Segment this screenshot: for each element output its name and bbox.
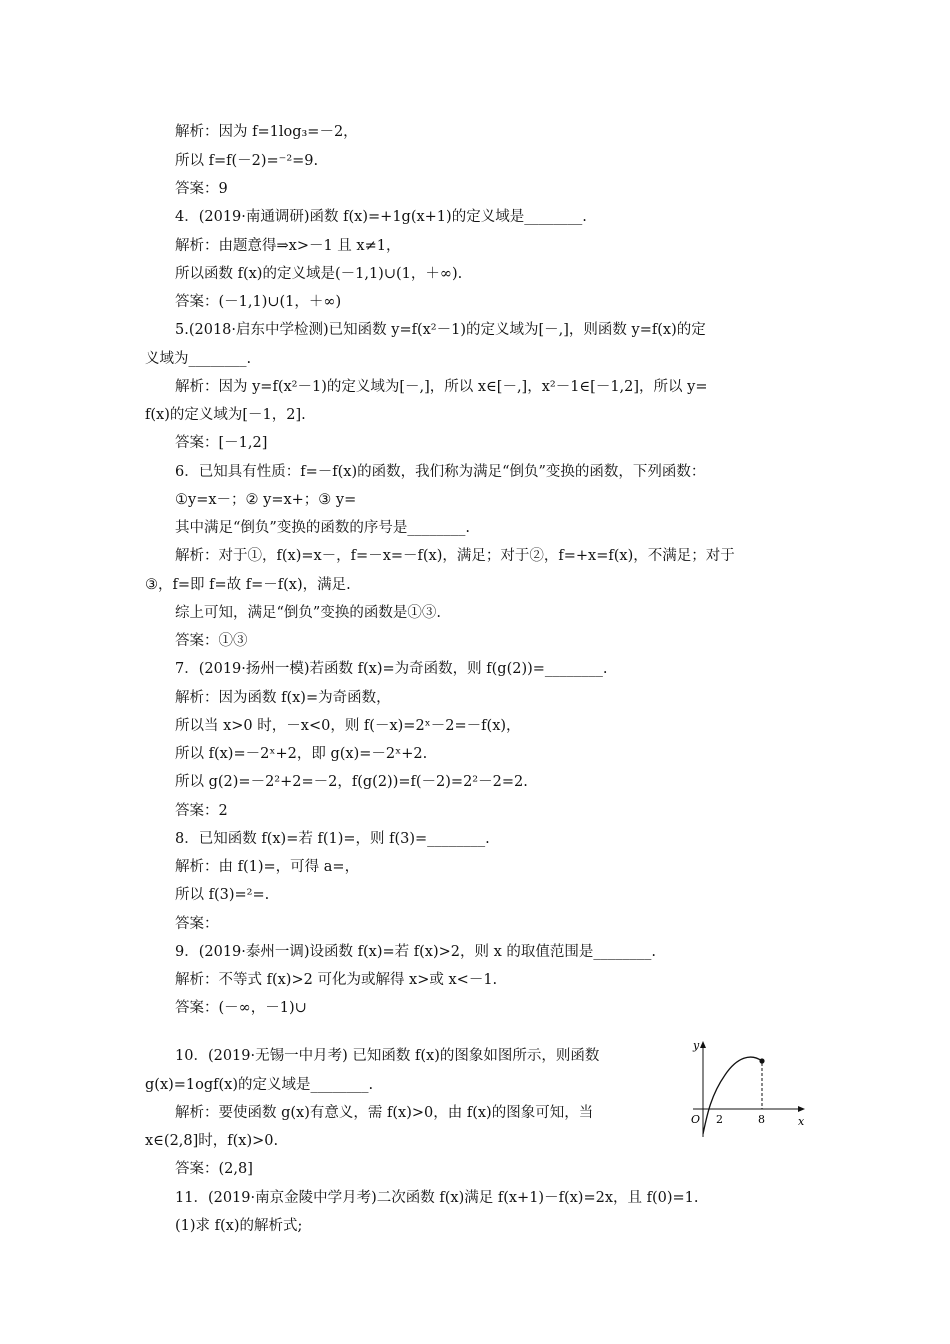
text-line: 答案：①③ bbox=[175, 633, 248, 649]
x-tick-2: 2 bbox=[716, 1113, 723, 1126]
text-line: 义域为________. bbox=[145, 351, 252, 367]
problem-8: 8．已知函数 f(x)=若 f(1)=，则 f(3)=________. bbox=[175, 831, 490, 847]
x-tick-8: 8 bbox=[758, 1113, 765, 1126]
text-line: 解析：由题意得⇒x>－1 且 x≠1， bbox=[175, 238, 401, 254]
text-line: 答案：(2,8] bbox=[175, 1161, 253, 1177]
text-line: 答案： bbox=[175, 916, 219, 932]
problem-7: 7．(2019·扬州一模)若函数 f(x)=为奇函数，则 f(g(2))=________. bbox=[175, 661, 608, 677]
endpoint-dot bbox=[759, 1058, 764, 1063]
x-axis-arrow bbox=[798, 1106, 805, 1112]
text-line: ①y=x－；② y=x+；③ y= bbox=[175, 492, 357, 508]
problem-6: 6．已知具有性质：f=－f(x)的函数，我们称为满足“倒负”变换的函数，下列函数： bbox=[175, 464, 706, 480]
text-line: 答案：(－∞，－1)∪ bbox=[175, 1000, 307, 1016]
text-line: x∈(2,8]时，f(x)>0. bbox=[145, 1133, 279, 1149]
origin-label: O bbox=[691, 1113, 701, 1126]
text-line: 解析：不等式 f(x)>2 可化为或解得 x>或 x<－1. bbox=[175, 972, 498, 988]
problem-9: 9．(2019·泰州一调)设函数 f(x)=若 f(x)>2，则 x 的取值范围是________. bbox=[175, 944, 657, 960]
text-line: 所以 f(x)=－2ˣ+2，即 g(x)=－2ˣ+2. bbox=[175, 746, 428, 762]
text-line: 答案：2 bbox=[175, 803, 228, 819]
text-line: g(x)=1ogf(x)的定义域是________. bbox=[145, 1077, 374, 1093]
text-line: 解析：对于①，f(x)=x－，f=－x=－f(x)，满足；对于②，f=+x=f(x)，不满足；对于 bbox=[175, 548, 735, 564]
x-axis-label: x bbox=[798, 1115, 805, 1128]
text-line: f(x)的定义域为[－1，2]. bbox=[145, 407, 306, 423]
y-axis-arrow bbox=[700, 1041, 706, 1048]
text-line: 解析：因为 f=1log₃=－2， bbox=[175, 124, 358, 140]
function-graph bbox=[685, 1035, 810, 1145]
y-axis-label: y bbox=[693, 1039, 700, 1052]
text-line: 其中满足“倒负”变换的函数的序号是________. bbox=[175, 520, 470, 536]
text-line: 所以 f(3)=²=. bbox=[175, 887, 270, 903]
text-line: 答案：[－1,2] bbox=[175, 435, 268, 451]
text-line: 综上可知，满足“倒负”变换的函数是①③. bbox=[175, 605, 441, 621]
text-line: (1)求 f(x)的解析式; bbox=[175, 1218, 303, 1234]
text-line: 解析：要使函数 g(x)有意义，需 f(x)>0，由 f(x)的图象可知，当 bbox=[175, 1105, 594, 1121]
text-line: 所以当 x>0 时，－x<0，则 f(－x)=2ˣ－2=－f(x)， bbox=[175, 718, 521, 734]
text-line: 所以 g(2)=－2²+2=－2，f(g(2))=f(－2)=2²－2=2. bbox=[175, 774, 528, 790]
text-line: 答案：(－1,1)∪(1，＋∞) bbox=[175, 294, 342, 310]
text-line: 解析：由 f(1)=，可得 a=， bbox=[175, 859, 360, 875]
problem-5: 5.(2018·启东中学检测)已知函数 y=f(x²－1)的定义域为[－,]，则函数 y=f(x)的定 bbox=[175, 322, 706, 338]
text-line: 解析：因为函数 f(x)=为奇函数， bbox=[175, 690, 391, 706]
text-line: ③，f=即 f=故 f=－f(x)，满足. bbox=[145, 577, 351, 593]
text-line: 所以 f=f(－2)=⁻²=9. bbox=[175, 153, 319, 169]
problem-11: 11．(2019·南京金陵中学月考)二次函数 f(x)满足 f(x+1)－f(x)=2x，且 f(0)=1. bbox=[175, 1190, 699, 1206]
problem-4: 4．(2019·南通调研)函数 f(x)=+1g(x+1)的定义域是________. bbox=[175, 209, 587, 225]
text-line: 解析：因为 y=f(x²－1)的定义域为[－,]，所以 x∈[－,]，x²－1∈[－1,2]，所以 y= bbox=[175, 379, 708, 395]
text-line: 所以函数 f(x)的定义域是(－1,1)∪(1，＋∞). bbox=[175, 266, 463, 282]
text-line: 答案：9 bbox=[175, 181, 228, 197]
function-curve bbox=[703, 1057, 762, 1134]
problem-10: 10．(2019·无锡一中月考) 已知函数 f(x)的图象如图所示，则函数 bbox=[175, 1048, 600, 1064]
